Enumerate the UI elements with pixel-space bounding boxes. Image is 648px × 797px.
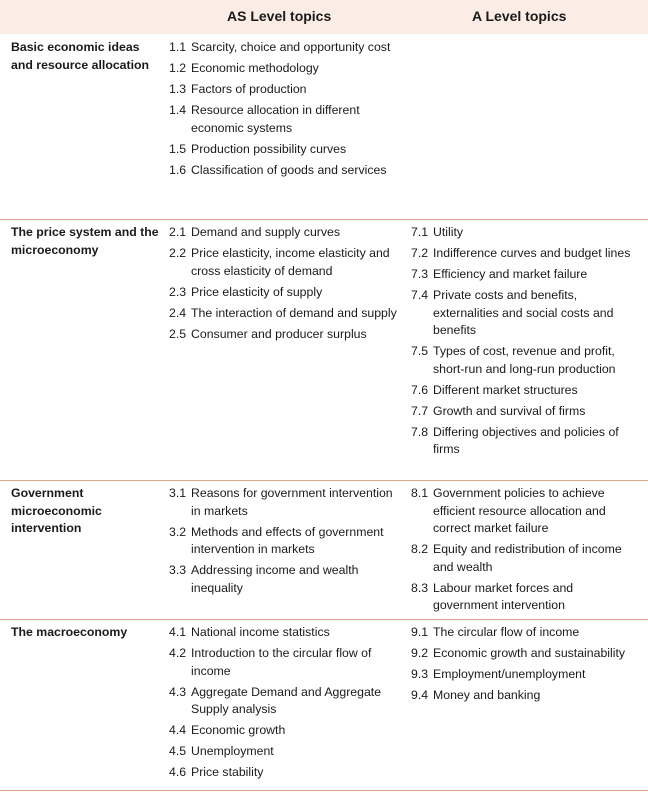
topic-item	[411, 224, 641, 242]
topic-item	[169, 645, 404, 680]
topic-item	[169, 162, 404, 180]
row-title: Government microeconomic intervention	[11, 486, 102, 535]
topic-number: 7.8	[411, 424, 429, 439]
topic-text: The circular flow of income	[433, 625, 580, 639]
topic-item	[411, 485, 641, 538]
topic-number: 7.1	[411, 225, 429, 239]
topic-number: 3.2	[169, 524, 187, 539]
topic-text: Scarcity, choice and opportunity cost	[191, 40, 391, 54]
topic-item	[411, 287, 641, 340]
topic-number: 1.4	[169, 103, 187, 117]
topic-number: 8.3	[411, 580, 429, 595]
topic-item	[411, 382, 641, 400]
topic-text: Growth and survival of firms	[433, 403, 586, 418]
topic-item	[169, 624, 404, 642]
topic-text: Production possibility curves	[191, 141, 347, 156]
topic-number: 7.7	[411, 403, 429, 418]
topic-item	[411, 403, 641, 421]
topic-text: National income statistics	[191, 625, 330, 639]
topic-text: Introduction to the circular flow of income	[191, 646, 372, 678]
as-level-heading: AS Level topics	[227, 8, 332, 24]
topic-number: 9.3	[411, 667, 429, 681]
a-level-heading: A Level topics	[472, 8, 567, 24]
topic-number: 2.4	[169, 305, 187, 320]
a-topics-cell	[411, 624, 641, 708]
topic-number: 4.3	[169, 684, 187, 699]
topic-item	[169, 39, 404, 57]
topic-item	[169, 305, 404, 323]
topic-number: 1.5	[169, 141, 187, 156]
topic-number: 7.4	[411, 288, 429, 302]
topic-text: Demand and supply curves	[191, 225, 341, 239]
topic-number: 9.1	[411, 625, 429, 639]
topic-item	[411, 266, 641, 284]
topic-item	[169, 102, 404, 137]
table-row	[0, 480, 648, 620]
topic-item	[169, 245, 404, 280]
topic-text: Factors of production	[191, 82, 307, 96]
topic-text: Money and banking	[433, 688, 541, 702]
topic-number: 7.2	[411, 246, 429, 260]
table-row	[0, 619, 648, 791]
as-topics-cell	[169, 39, 404, 183]
topic-item	[169, 326, 404, 344]
topic-item	[411, 580, 641, 615]
topic-text: Government policies to achieve efficient resource allocation and correct market failure	[433, 486, 606, 535]
topic-number: 8.2	[411, 542, 429, 556]
topic-text: Aggregate Demand and Aggregate Supply analysis	[191, 684, 382, 716]
topic-text: Price elasticity of supply	[191, 284, 323, 299]
topic-number: 4.5	[169, 744, 187, 758]
topic-item	[411, 541, 641, 576]
topic-text: Price elasticity, income elasticity and cross elasticity of demand	[191, 246, 390, 278]
topic-number: 2.5	[169, 326, 187, 341]
table-row	[0, 34, 648, 220]
topic-item	[411, 645, 641, 663]
topic-item	[411, 666, 641, 684]
topic-text: Indifference curves and budget lines	[433, 246, 631, 260]
topic-number: 4.6	[169, 765, 187, 779]
row-title: The macroeconomy	[11, 625, 128, 639]
topic-item	[169, 284, 404, 302]
topic-item	[169, 60, 404, 78]
a-topics-cell	[411, 224, 641, 462]
topic-item	[411, 245, 641, 263]
topic-number: 7.5	[411, 344, 429, 358]
topic-number: 8.1	[411, 486, 429, 500]
topic-item	[411, 424, 641, 459]
topic-number: 3.3	[169, 563, 187, 577]
row-title: Basic economic ideas and resource allocation	[11, 40, 150, 72]
topic-text: Differing objectives and policies of firms	[433, 424, 619, 456]
topic-number: 4.1	[169, 625, 187, 639]
topic-item	[411, 624, 641, 642]
topic-number: 2.2	[169, 246, 187, 260]
topic-number: 1.1	[169, 40, 187, 54]
table-header	[0, 0, 648, 34]
topic-text: Utility	[433, 225, 464, 239]
topic-number: 1.2	[169, 61, 187, 75]
topic-text: Addressing income and wealth inequality	[191, 563, 359, 595]
table-row	[0, 219, 648, 481]
topic-text: Unemployment	[191, 744, 274, 758]
topic-number: 1.6	[169, 162, 187, 177]
topic-item	[169, 743, 404, 761]
topic-number: 3.1	[169, 486, 187, 500]
as-topics-cell	[169, 624, 404, 785]
topic-text: The interaction of demand and supply	[191, 305, 397, 320]
topic-item	[169, 224, 404, 242]
topic-number: 2.1	[169, 225, 187, 239]
topic-item	[169, 722, 404, 740]
topic-text: Reasons for government intervention in markets	[191, 486, 393, 518]
as-topics-cell	[169, 224, 404, 347]
topic-item	[169, 562, 404, 597]
topic-text: Economic methodology	[191, 61, 319, 75]
topic-item	[169, 684, 404, 719]
topic-text: Classification of goods and services	[191, 162, 387, 177]
topic-number: 7.3	[411, 267, 429, 281]
topic-item	[169, 81, 404, 99]
topic-number: 9.2	[411, 646, 429, 660]
row-title: The price system and the microeconomy	[11, 225, 159, 257]
topic-text: Consumer and producer surplus	[191, 326, 367, 341]
topic-text: Private costs and benefits, externalities and social costs and benefits	[433, 288, 614, 337]
topic-number: 4.4	[169, 723, 187, 737]
topic-number: 2.3	[169, 284, 187, 299]
topic-text: Different market structures	[433, 382, 578, 397]
topic-text: Economic growth and sustainability	[433, 646, 626, 660]
topic-item	[169, 524, 404, 559]
topic-item	[169, 141, 404, 159]
topic-item	[169, 485, 404, 520]
topic-number: 1.3	[169, 82, 187, 96]
topic-item	[411, 343, 641, 378]
as-topics-cell	[169, 485, 404, 601]
topic-text: Types of cost, revenue and profit, short-run and long-run production	[433, 344, 616, 376]
topic-text: Employment/unemployment	[433, 667, 586, 681]
topic-text: Price stability	[191, 765, 264, 779]
a-topics-cell	[411, 485, 641, 618]
topic-item	[411, 687, 641, 705]
topic-text: Efficiency and market failure	[433, 267, 588, 281]
topic-text: Methods and effects of government intervention in markets	[191, 524, 384, 556]
topic-number: 9.4	[411, 688, 429, 702]
topic-text: Labour market forces and government intervention	[433, 580, 574, 612]
topic-text: Resource allocation in different economic systems	[191, 103, 360, 135]
topic-text: Equity and redistribution of income and wealth	[433, 542, 622, 574]
topic-number: 7.6	[411, 382, 429, 397]
topic-text: Economic growth	[191, 723, 286, 737]
topic-item	[169, 764, 404, 782]
topic-number: 4.2	[169, 646, 187, 660]
